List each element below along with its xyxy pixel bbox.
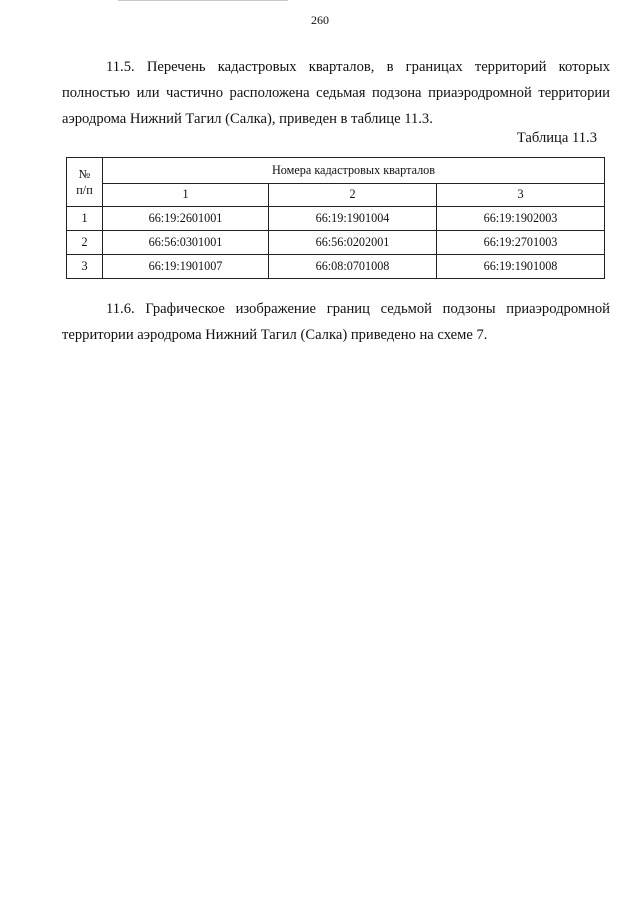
cadastral-quarters-table xyxy=(66,157,605,279)
cadastral-number-cell: 66:19:2601001 xyxy=(103,207,269,231)
cadastral-number-cell: 66:56:0301001 xyxy=(103,231,269,255)
cadastral-number-cell: 66:19:1901008 xyxy=(437,255,605,279)
table-subheader-row xyxy=(67,183,605,206)
row-number-cell: 2 xyxy=(67,231,103,255)
header-num-abbrev: п/п xyxy=(76,183,93,197)
header-column-2: 2 xyxy=(269,183,437,206)
header-num-symbol: № xyxy=(78,167,91,181)
header-column-3: 3 xyxy=(437,183,605,206)
cadastral-number-cell: 66:19:1902003 xyxy=(437,207,605,231)
table-row xyxy=(67,255,605,279)
table-row xyxy=(67,207,605,231)
scan-top-rule xyxy=(118,0,288,1)
cadastral-number-cell: 66:08:0701008 xyxy=(269,255,437,279)
header-num-cell xyxy=(67,158,103,207)
header-group-cell: Номера кадастровых кварталов xyxy=(103,158,605,184)
paragraph-11-6 xyxy=(62,296,610,348)
row-number-cell: 1 xyxy=(67,207,103,231)
header-column-1: 1 xyxy=(103,183,269,206)
page-number: 260 xyxy=(311,13,329,27)
paragraph-11-6-text: 11.6. Графическое изображение границ седьмой подзоны приаэродромной территории аэродрома Нижний Тагил (Салка) приведено на схеме 7. xyxy=(62,301,610,343)
paragraph-11-5 xyxy=(62,54,610,132)
cadastral-number-cell: 66:56:0202001 xyxy=(269,231,437,255)
table-header-row xyxy=(67,158,605,184)
table-row xyxy=(67,231,605,255)
table-caption: Таблица 11.3 xyxy=(516,130,597,146)
cadastral-number-cell: 66:19:2701003 xyxy=(437,231,605,255)
paragraph-11-5-text: 11.5. Перечень кадастровых кварталов, в границах территорий которых полностью или частично расположена седьмая подзона приаэродромной территории аэродрома Нижний Тагил (Салка), приведен в таблице 11.3. xyxy=(62,59,610,127)
cadastral-number-cell: 66:19:1901007 xyxy=(103,255,269,279)
row-number-cell: 3 xyxy=(67,255,103,279)
cadastral-number-cell: 66:19:1901004 xyxy=(269,207,437,231)
